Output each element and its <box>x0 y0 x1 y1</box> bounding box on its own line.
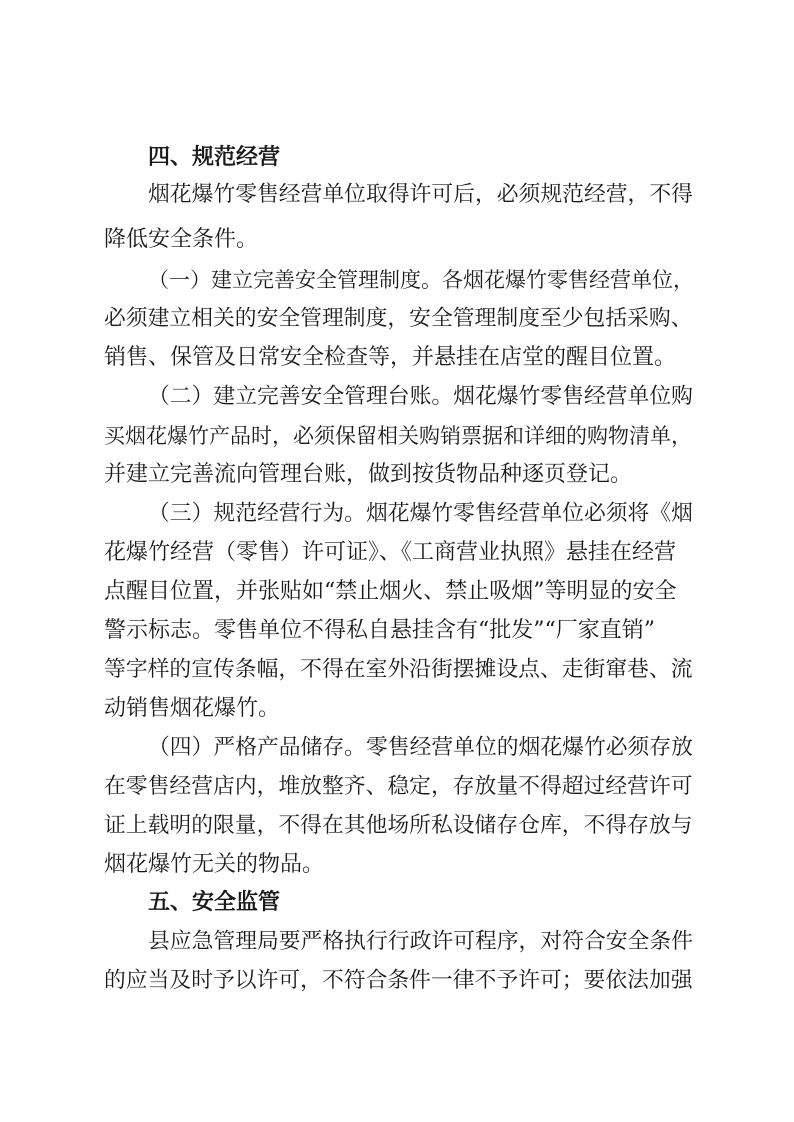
section-heading-5: 五、安全监管 <box>148 890 281 915</box>
paragraph-line: 的应当及时予以许可，不符合条件一律不予许可；要依法加强 <box>104 968 693 993</box>
paragraph-line: 动销售烟花爆竹。 <box>104 696 281 721</box>
paragraph-line: （三）规范经营行为。烟花爆竹零售经营单位必须将《烟 <box>148 501 693 526</box>
paragraph-line: 买烟花爆竹产品时，必须保留相关购销票据和详细的购物清单， <box>104 424 692 448</box>
paragraph-line: 花爆竹经营（零售）许可证》、《工商营业执照》悬挂在经营 <box>104 540 677 565</box>
section-heading-4: 四、规范经营 <box>148 145 281 170</box>
paragraph-line: 县应急管理局要严格执行行政许可程序，对符合安全条件 <box>148 929 693 954</box>
paragraph-line: 等字样的宣传条幅，不得在室外沿街摆摊设点、走街窜巷、流 <box>104 657 693 682</box>
paragraph-line: （一）建立完善安全管理制度。各烟花爆竹零售经营单位， <box>148 268 694 292</box>
paragraph-line: 降低安全条件。 <box>104 227 259 252</box>
paragraph-line: 必须建立相关的安全管理制度，安全管理制度至少包括采购、 <box>104 306 693 331</box>
paragraph-line: 在零售经营店内，堆放整齐、稳定，存放量不得超过经营许可 <box>104 774 693 799</box>
paragraph-line: （四）严格产品储存。零售经营单位的烟花爆竹必须存放 <box>148 735 693 760</box>
paragraph-line: 烟花爆竹零售经营单位取得许可后，必须规范经营，不得 <box>148 182 693 207</box>
paragraph-line: 销售、保管及日常安全检查等，并悬挂在店堂的醒目位置。 <box>104 345 677 370</box>
paragraph-line: 警示标志。零售单位不得私自悬挂含有“批发”“厂家直销” <box>104 618 655 643</box>
paragraph-line: 并建立完善流向管理台账，做到按货物品种逐页登记。 <box>104 462 633 487</box>
paragraph-line: 烟花爆竹无关的物品。 <box>104 852 325 877</box>
paragraph-line: 点醒目位置，并张贴如“禁止烟火、禁止吸烟”等明显的安全 <box>104 579 677 604</box>
paragraph-line: （二）建立完善安全管理台账。烟花爆竹零售经营单位购 <box>148 384 693 409</box>
paragraph-line: 证上载明的限量，不得在其他场所私设储存仓库，不得存放与 <box>104 813 693 838</box>
